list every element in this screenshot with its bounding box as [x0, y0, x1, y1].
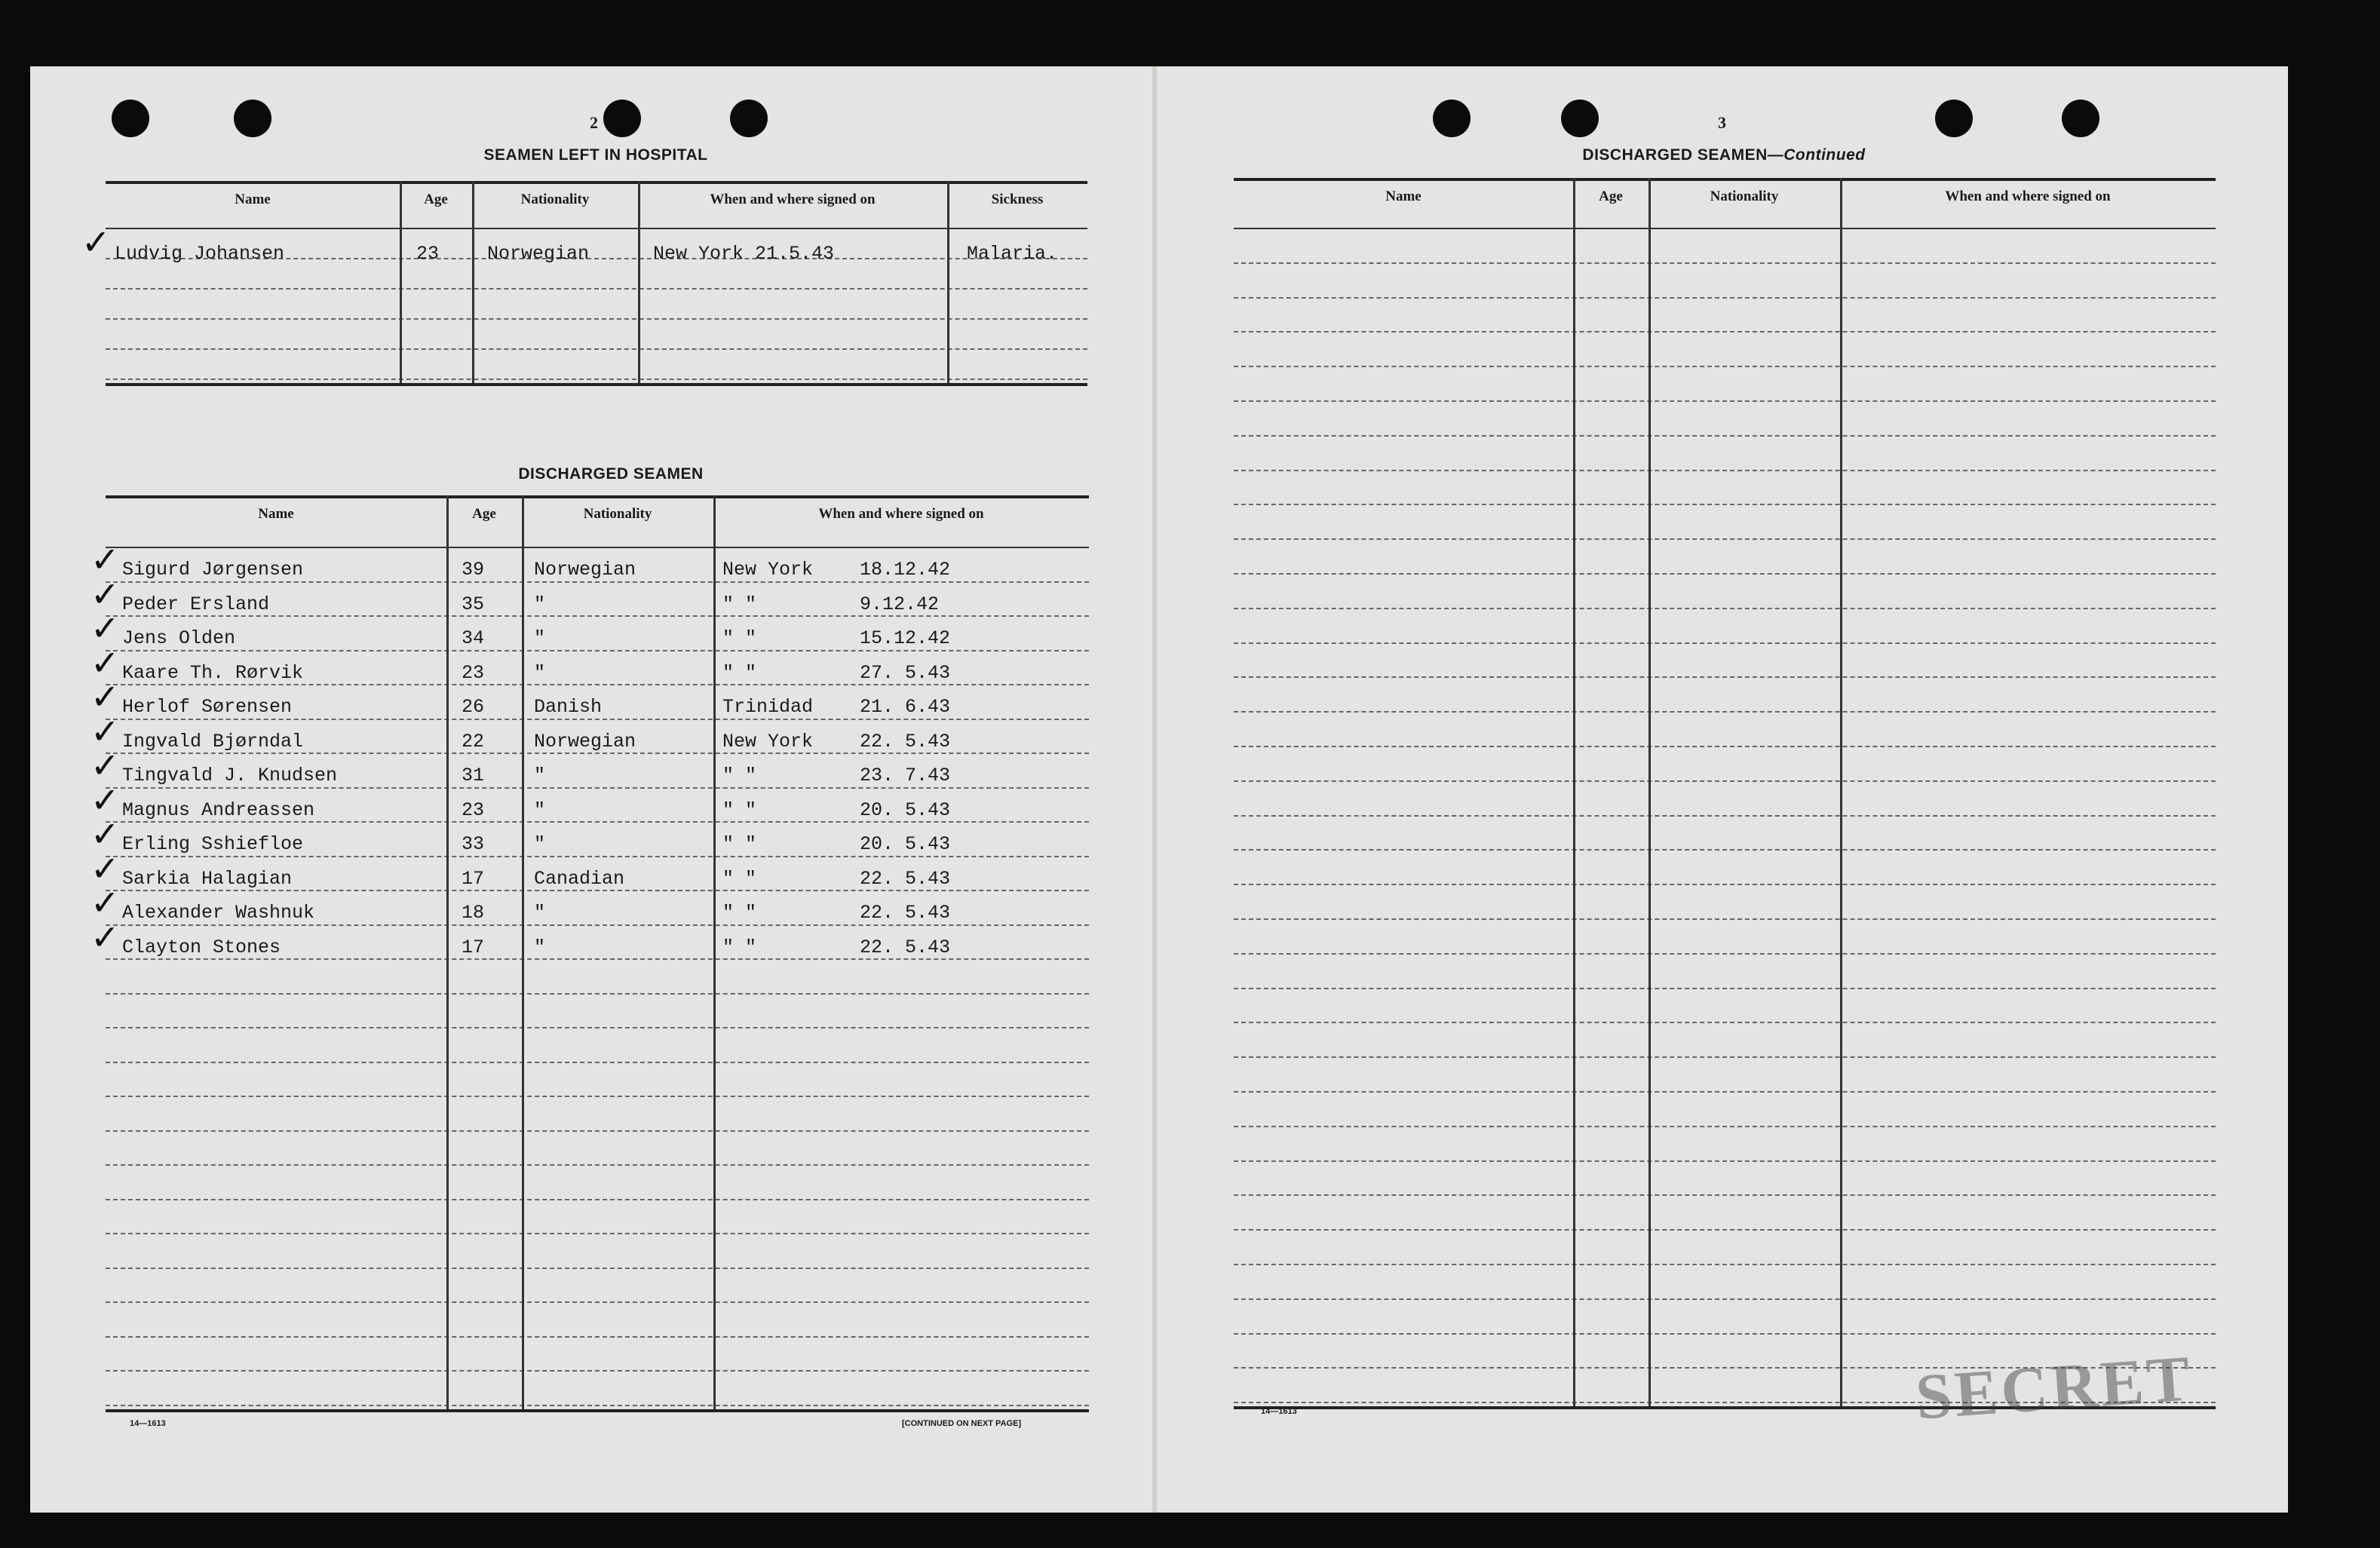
seaman-name: Kaare Th. Rørvik: [122, 661, 304, 684]
seaman-nationality: ": [534, 833, 546, 855]
row-rule: [1234, 1160, 2216, 1162]
row-rule: [1234, 573, 2216, 575]
seaman-name: Magnus Andreassen: [122, 799, 315, 821]
signed-on-date: 20. 5.43: [860, 833, 951, 855]
column-header: When and where signed on: [1945, 189, 2111, 204]
signed-on-place: " ": [722, 627, 757, 649]
check-mark: ✓: [90, 676, 120, 717]
seaman-name: Alexander Washnuk: [122, 902, 315, 924]
signed-on-date: 18.12.42: [860, 559, 951, 581]
column-header: Nationality: [520, 192, 590, 207]
seaman-nationality: Norwegian: [534, 559, 636, 581]
header-rule: [106, 228, 1087, 229]
table-bottom-rule: [106, 1409, 1089, 1412]
secret-stamp: SECRET: [1913, 1341, 2196, 1433]
seaman-nationality: ": [534, 661, 546, 684]
check-mark: ✓: [90, 573, 120, 615]
row-rule: [106, 1233, 1089, 1234]
seaman-age: 17: [462, 936, 485, 958]
signed-on-place: New York: [722, 730, 814, 753]
row-rule: [106, 1370, 1089, 1372]
signed-on-date: 15.12.42: [860, 627, 951, 649]
row-rule: [1234, 676, 2216, 678]
signed-on-place: Trinidad: [722, 696, 814, 718]
signed-on-date: 22. 5.43: [860, 902, 951, 924]
row-rule: [1234, 608, 2216, 609]
check-mark: ✓: [90, 642, 120, 683]
punch-hole: [603, 100, 641, 137]
seaman-name: Clayton Stones: [122, 936, 281, 958]
row-rule: [106, 924, 1089, 926]
row-rule: [1234, 1091, 2216, 1093]
signed-on-place: " ": [722, 902, 757, 924]
column-header: Name: [258, 506, 294, 522]
seaman-name: Ingvald Bjørndal: [122, 730, 304, 753]
seaman-age: 23: [462, 661, 485, 684]
column-header: Age: [424, 192, 448, 207]
row-rule: [106, 890, 1089, 891]
page-number: 3: [1718, 113, 1726, 132]
row-rule: [106, 856, 1089, 857]
column-header: Nationality: [583, 506, 652, 522]
sickness: Malaria.: [967, 243, 1058, 265]
row-rule: [106, 1164, 1089, 1166]
seaman-age: 23: [416, 243, 440, 265]
row-rule: [106, 1405, 1089, 1406]
row-rule: [1234, 297, 2216, 299]
check-mark: ✓: [90, 779, 120, 820]
row-rule: [1234, 1298, 2216, 1300]
seaman-age: 23: [462, 799, 485, 821]
signed-on-place: " ": [722, 765, 757, 786]
row-rule: [1234, 1264, 2216, 1265]
seaman-nationality: Norwegian: [534, 730, 636, 753]
row-rule: [1234, 815, 2216, 817]
check-mark: ✓: [90, 814, 120, 854]
signed-on-date: 21. 6.43: [860, 696, 951, 718]
seaman-name: Tingvald J. Knudsen: [122, 765, 338, 786]
column-rule: [1840, 178, 1842, 1406]
row-rule: [106, 787, 1089, 789]
seaman-nationality: ": [534, 593, 546, 615]
table-top-rule: [106, 495, 1089, 498]
signed-on-place: New York: [722, 559, 814, 581]
row-rule: [106, 821, 1089, 823]
row-rule: [106, 753, 1089, 754]
punch-hole: [1433, 100, 1471, 137]
table-top-rule: [106, 181, 1087, 184]
check-mark: ✓: [90, 916, 120, 958]
row-rule: [1234, 746, 2216, 747]
punch-hole: [234, 100, 271, 137]
signed-on-place: " ": [722, 661, 757, 684]
row-rule: [106, 379, 1087, 380]
signed-on-place: " ": [722, 833, 757, 855]
seaman-nationality: Norwegian: [487, 243, 590, 265]
check-mark: ✓: [90, 882, 120, 923]
column-header: Name: [235, 192, 271, 207]
seaman-age: 33: [462, 833, 485, 855]
table-bottom-rule: [106, 383, 1087, 386]
signed-on-date: 9.12.42: [860, 593, 940, 615]
row-rule: [1234, 642, 2216, 644]
left-page: [30, 66, 1154, 1513]
seaman-name: Erling Sshiefloe: [122, 833, 304, 855]
column-header: Name: [1385, 189, 1422, 204]
column-rule: [400, 181, 402, 383]
seaman-name: Sarkia Halagian: [122, 867, 293, 890]
punch-hole: [730, 100, 768, 137]
row-rule: [1234, 780, 2216, 782]
title-continued: —Continued: [1767, 146, 1866, 164]
discharged-continued-title: [1234, 146, 2214, 164]
check-mark: ✓: [90, 745, 120, 786]
seaman-age: 39: [462, 559, 485, 581]
column-rule: [947, 181, 949, 383]
signed-on-date: 22. 5.43: [860, 936, 951, 958]
row-rule: [106, 1268, 1089, 1269]
signed-on-place: " ": [722, 593, 757, 615]
table-top-rule: [1234, 178, 2216, 181]
row-rule: [1234, 849, 2216, 851]
right-page: [1157, 66, 2288, 1513]
column-header: When and where signed on: [818, 506, 984, 522]
check-mark: ✓: [90, 848, 120, 889]
row-rule: [106, 288, 1087, 290]
row-rule: [1234, 504, 2216, 505]
form-number: 14—1613: [130, 1419, 166, 1428]
row-rule: [1234, 1126, 2216, 1127]
column-rule: [713, 495, 716, 1409]
seaman-nationality: ": [534, 936, 546, 958]
page-number: 2: [590, 113, 598, 132]
signed-on-place: " ": [722, 799, 757, 821]
row-rule: [1234, 918, 2216, 920]
column-header: Age: [1599, 189, 1623, 204]
row-rule: [1234, 1333, 2216, 1335]
title-main: DISCHARGED SEAMEN: [1582, 146, 1768, 164]
form-number: 14—1613: [1261, 1407, 1297, 1416]
check-mark: ✓: [90, 539, 120, 580]
seaman-nationality: ": [534, 902, 546, 924]
column-rule: [1573, 178, 1575, 1406]
column-rule: [1649, 178, 1651, 1406]
seaman-age: 35: [462, 593, 485, 615]
check-mark: ✓: [90, 608, 120, 648]
signed-on-date: 22. 5.43: [860, 730, 951, 753]
hospital-section-title: SEAMEN LEFT IN HOSPITAL: [483, 146, 708, 164]
column-header: Sickness: [991, 192, 1044, 207]
row-rule: [1234, 262, 2216, 264]
row-rule: [106, 1062, 1089, 1063]
row-rule: [1234, 711, 2216, 713]
row-rule: [1234, 953, 2216, 955]
column-header: Nationality: [1710, 189, 1779, 204]
seaman-name: Ludvig Johansen: [115, 243, 285, 265]
column-rule: [446, 495, 449, 1409]
row-rule: [1234, 884, 2216, 885]
seaman-nationality: ": [534, 627, 546, 649]
check-mark: ✓: [81, 222, 111, 262]
column-rule: [522, 495, 524, 1409]
row-rule: [106, 958, 1089, 960]
column-rule: [638, 181, 640, 383]
row-rule: [1234, 1194, 2216, 1196]
row-rule: [106, 650, 1089, 651]
row-rule: [106, 1301, 1089, 1303]
row-rule: [106, 993, 1089, 995]
row-rule: [106, 1336, 1089, 1338]
seaman-age: 18: [462, 902, 485, 924]
column-rule: [472, 181, 474, 383]
seaman-nationality: ": [534, 765, 546, 786]
seaman-age: 22: [462, 730, 485, 753]
signed-on-date: 20. 5.43: [860, 799, 951, 821]
signed-on-place: " ": [722, 936, 757, 958]
seaman-name: Jens Olden: [122, 627, 236, 649]
continued-note: [CONTINUED ON NEXT PAGE]: [902, 1419, 1022, 1428]
row-rule: [106, 581, 1089, 583]
signed-on-place: " ": [722, 867, 757, 890]
seaman-age: 26: [462, 696, 485, 718]
row-rule: [1234, 1022, 2216, 1023]
column-header: When and where signed on: [710, 192, 876, 207]
row-rule: [106, 1096, 1089, 1097]
punch-hole: [1935, 100, 1973, 137]
row-rule: [1234, 988, 2216, 989]
row-rule: [1234, 470, 2216, 471]
signed-on: New York 21.5.43: [653, 243, 835, 265]
row-rule: [1234, 435, 2216, 437]
row-rule: [106, 348, 1087, 350]
row-rule: [106, 1130, 1089, 1132]
row-rule: [106, 684, 1089, 685]
seaman-nationality: Canadian: [534, 867, 625, 890]
signed-on-date: 22. 5.43: [860, 867, 951, 890]
column-header: Age: [472, 506, 496, 522]
signed-on-date: 23. 7.43: [860, 765, 951, 786]
punch-hole: [2062, 100, 2099, 137]
punch-hole: [112, 100, 149, 137]
seaman-nationality: ": [534, 799, 546, 821]
row-rule: [106, 1199, 1089, 1200]
row-rule: [1234, 538, 2216, 540]
check-mark: ✓: [90, 710, 120, 752]
row-rule: [106, 1027, 1089, 1028]
seaman-name: Sigurd Jørgensen: [122, 559, 304, 581]
seaman-age: 31: [462, 765, 485, 786]
seaman-age: 34: [462, 627, 485, 649]
row-rule: [1234, 1229, 2216, 1231]
signed-on-date: 27. 5.43: [860, 661, 951, 684]
punch-hole: [1561, 100, 1599, 137]
row-rule: [106, 615, 1089, 617]
row-rule: [1234, 331, 2216, 333]
discharged-section-title: DISCHARGED SEAMEN: [518, 465, 704, 483]
seaman-name: Herlof Sørensen: [122, 696, 293, 718]
seaman-age: 17: [462, 867, 485, 890]
header-rule: [1234, 228, 2216, 229]
row-rule: [106, 318, 1087, 320]
seaman-nationality: Danish: [534, 696, 603, 718]
row-rule: [1234, 400, 2216, 402]
row-rule: [106, 719, 1089, 720]
header-rule: [106, 547, 1089, 548]
seaman-name: Peder Ersland: [122, 593, 270, 615]
row-rule: [1234, 1056, 2216, 1058]
row-rule: [1234, 366, 2216, 367]
